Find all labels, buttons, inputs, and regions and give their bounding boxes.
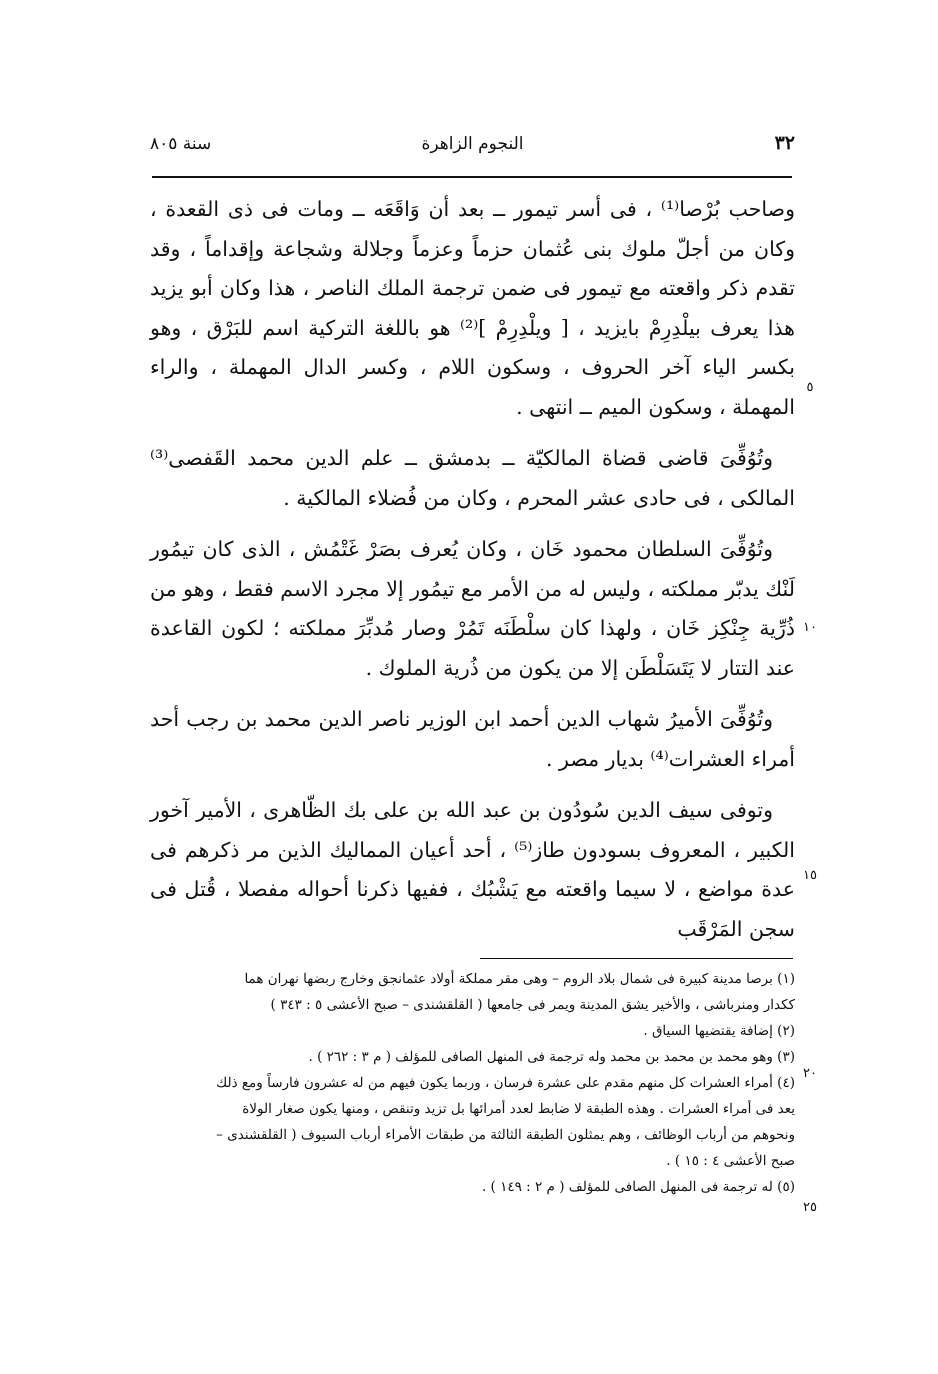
paragraph-2: وتُوُفِّىَ قاضى قضاة المالكيّة ــ بدمشق ــ علم الدين محمد القَفصى⁽³⁾ المالكى ، فى حادى عشر المحرم ، وكان من فُضلاء المالكية . <box>150 446 795 510</box>
paragraph-4: وتُوُفِّىَ الأميرُ شهاب الدين أحمد ابن الوزير ناصر الدين محمد بن رجب أحد أمراء العشرات⁽⁴⁾ بديار مصر . <box>150 707 795 771</box>
footnote-rule <box>480 958 793 959</box>
footnotes <box>150 966 795 1200</box>
line-number-25: ٢٥ <box>803 1200 817 1215</box>
page-header <box>150 128 795 162</box>
paragraph-5: وتوفى سيف الدين سُودُون بن عبد الله بن على بك الظّاهرى ، الأمير آخور الكبير ، المعروف بسودون طاز⁽⁵⁾ ، أحد أعيان المماليك الذين مر ذكرهم فى عدة مواضع ، لا سيما واقعته مع يَشْبُك ، ففيها ذكرنا أحواله مفصلا ، قُتل فى سجن المَرْقَب <box>150 798 795 941</box>
line-number-5: ٥ <box>806 380 814 395</box>
line-number-20: ٢٠ <box>803 1066 817 1081</box>
paragraph-3: وتُوُفِّىَ السلطان محمود خَان ، وكان يُعرف بصَرْ غَتْمُش ، الذى كان تيمُور لَنْك يدبّر مملكته ، وليس له من الأمر مع تيمُور إلا مجرد الاسم فقط ، وهو من ذُرِّية جِنْكِز خَان ، ولهذا كان سلْطَنَه تَمُرْ وصار مُدبِّرَ مملكته ؛ لكون القاعدة عند التتار لا يَتَسَلْطَن إلا من يكون من ذُرية الملوك . <box>150 537 795 680</box>
footnote-2: (٢) إضافة يقتضيها السياق . <box>643 1023 795 1039</box>
footnote-1-continued: ككدار ومنرباشى ، والأخير يشق المدينة ويمر فى جامعها ( القلقشندى – صبح الأعشى ٥ : ٣٤٣ ) <box>270 997 795 1013</box>
footnote-5: (٥) له ترجمة فى المنهل الصافى للمؤلف ( م ٢ : ١٤٩ ) . <box>481 1179 795 1195</box>
footnote-4-continued-3: صبح الأعشى ٤ : ١٥ ) . <box>666 1153 795 1169</box>
footnote-4: (٤) أمراء العشرات كل منهم مقدم على عشرة فرسان ، وربما يكون فيهم من له عشرون فارساً ومع ذلك <box>216 1075 795 1091</box>
main-text <box>150 190 795 961</box>
footnote-1: (١) برصا مدينة كبيرة فى شمال بلاد الروم – وهى مقر مملكة أولاد عثمانجق وخارج ربضها نهران هما <box>244 971 795 987</box>
page-number: ٣٢ <box>774 132 795 154</box>
line-number-10: ١٠ <box>803 620 817 635</box>
running-year: سنة ٨٠٥ <box>150 134 212 154</box>
footnote-3: (٣) وهو محمد بن محمد بن محمد وله ترجمة فى المنهل الصافى للمؤلف ( م ٣ : ٢٦٢ ) . <box>308 1049 795 1065</box>
footnote-4-continued-1: يعد فى أمراء العشرات . وهذه الطبقة لا ضابط لعدد أمرائها بل تزيد وتنقص ، ومنها يكون صغار الولاة <box>242 1101 795 1117</box>
footnote-4-continued-2: ونحوهم من أرباب الوظائف ، وهم يمثلون الطبقة الثالثة من طبقات الأمراء أرباب السيوف ( القلقشندى – <box>216 1127 795 1143</box>
line-number-15: ١٥ <box>803 868 817 883</box>
running-title: النجوم الزاهرة <box>421 134 524 154</box>
header-rule <box>152 176 792 178</box>
paragraph-1: وصاحب بُرْصا⁽¹⁾ ، فى أسر تيمور ــ بعد أن وَاقَعَه ــ ومات فى ذى القعدة ، وكان من أجلّ ملوك بنى عُثمان حزماً وعزماً وجلالة وشجاعة وإقداماً ، وقد تقدم ذكر واقعته مع تيمور فى ضمن ترجمة الملك الناصر ، هذا وكان أبو يزيد هذا يعرف بيلْدِرِمْ بايزيد ، [ ويلْدِرِمْ ]⁽²⁾ هو باللغة التركية اسم للبَرْق ، وهو بكسر الياء آخر الحروف ، وسكون اللام ، وكسر الدال المهملة ، والراء المهملة ، وسكون الميم ــ انتهى . <box>150 197 795 419</box>
